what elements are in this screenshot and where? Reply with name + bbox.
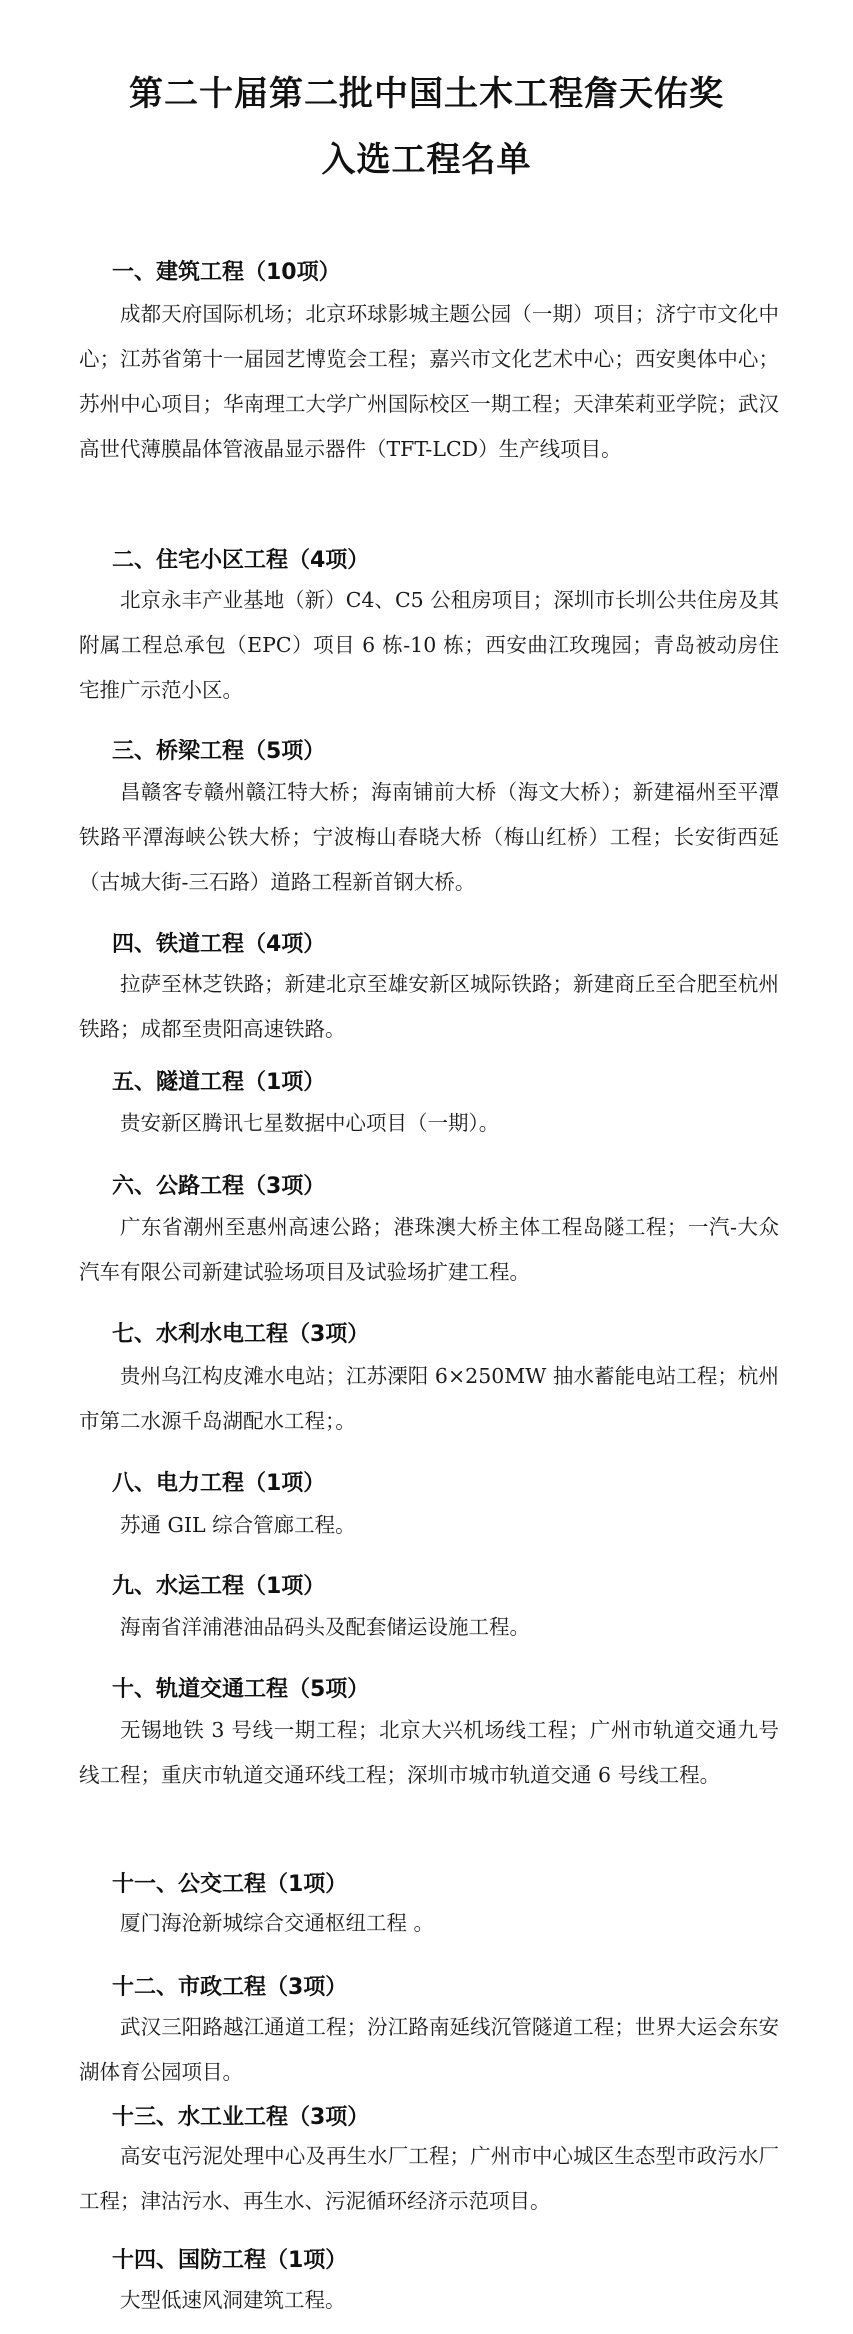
section-heading-public-transit: 十一、公交工程（1项） bbox=[112, 1872, 348, 1897]
section-body-hydropower: 贵州乌江构皮滩水电站；江苏溧阳 6×250MW 抽水蓄能电站工程；杭州市第二水源千岛湖配水工程；。 bbox=[79, 1364, 779, 1433]
section-body-public-transit: 厦门海沧新城综合交通枢纽工程 。 bbox=[120, 1911, 435, 1935]
section-heading-tunnel: 五、隧道工程（1项） bbox=[112, 1070, 326, 1095]
section-heading-hydropower: 七、水利水电工程（3项） bbox=[112, 1322, 370, 1347]
section-heading-building: 一、建筑工程（10项） bbox=[112, 260, 341, 285]
section-heading-defense: 十四、国防工程（1项） bbox=[112, 2248, 348, 2273]
section-body-defense: 大型低速风洞建筑工程。 bbox=[120, 2288, 346, 2312]
section-heading-waterway: 九、水运工程（1项） bbox=[112, 1574, 326, 1599]
section-body-waterway: 海南省洋浦港油品码头及配套储运设施工程。 bbox=[120, 1615, 530, 1639]
section-body-railway: 拉萨至林芝铁路；新建北京至雄安新区城际铁路；新建商丘至合肥至杭州铁路；成都至贵阳高速铁路。 bbox=[79, 972, 779, 1041]
section-body-water-industry: 高安屯污泥处理中心及再生水厂工程；广州市中心城区生态型市政污水厂工程；津沽污水、再生水、污泥循环经济示范项目。 bbox=[79, 2144, 779, 2213]
section-heading-highway: 六、公路工程（3项） bbox=[112, 1174, 326, 1199]
document-title-line1: 第二十届第二批中国土木工程詹天佑奖 bbox=[129, 74, 724, 114]
section-heading-municipal: 十二、市政工程（3项） bbox=[112, 1975, 348, 2000]
section-heading-power: 八、电力工程（1项） bbox=[112, 1471, 326, 1496]
section-body-power: 苏通 GIL 综合管廊工程。 bbox=[120, 1513, 356, 1537]
section-body-bridge: 昌赣客专赣州赣江特大桥；海南铺前大桥（海文大桥）；新建福州至平潭铁路平潭海峡公铁大桥；宁波梅山春晓大桥（梅山红桥）工程；长安街西延（古城大街-三石路）道路工程新首钢大桥。 bbox=[79, 780, 779, 894]
section-heading-railway: 四、铁道工程（4项） bbox=[112, 932, 326, 957]
section-body-tunnel: 贵安新区腾讯七星数据中心项目（一期）。 bbox=[120, 1111, 500, 1135]
section-body-rail-transit: 无锡地铁 3 号线一期工程；北京大兴机场线工程；广州市轨道交通九号线工程；重庆市轨道交通环线工程；深圳市城市轨道交通 6 号线工程。 bbox=[79, 1718, 779, 1787]
section-heading-rail-transit: 十、轨道交通工程（5项） bbox=[112, 1677, 370, 1702]
section-body-municipal: 武汉三阳路越江通道工程；汾江路南延线沉管隧道工程；世界大运会东安湖体育公园项目。 bbox=[79, 2015, 779, 2084]
section-heading-residential: 二、住宅小区工程（4项） bbox=[112, 548, 370, 573]
section-heading-water-industry: 十三、水工业工程（3项） bbox=[112, 2105, 370, 2130]
section-body-highway: 广东省潮州至惠州高速公路；港珠澳大桥主体工程岛隧工程；一汽-大众汽车有限公司新建试验场项目及试验场扩建工程。 bbox=[79, 1215, 779, 1284]
section-body-residential: 北京永丰产业基地（新）C4、C5 公租房项目；深圳市长圳公共住房及其附属工程总承包（EPC）项目 6 栋-10 栋；西安曲江玫瑰园；青岛被动房住宅推广示范小区。 bbox=[79, 588, 779, 702]
section-heading-bridge: 三、桥梁工程（5项） bbox=[112, 739, 326, 764]
document-title-line2: 入选工程名单 bbox=[321, 140, 532, 180]
section-body-building: 成都天府国际机场；北京环球影城主题公园（一期）项目；济宁市文化中心；江苏省第十一届园艺博览会工程；嘉兴市文化艺术中心；西安奥体中心；苏州中心项目；华南理工大学广州国际校区一期工程；天津茱莉亚学院；武汉高世代薄膜晶体管液晶显示器件（TFT-LCD）生产线项目。 bbox=[79, 302, 779, 461]
